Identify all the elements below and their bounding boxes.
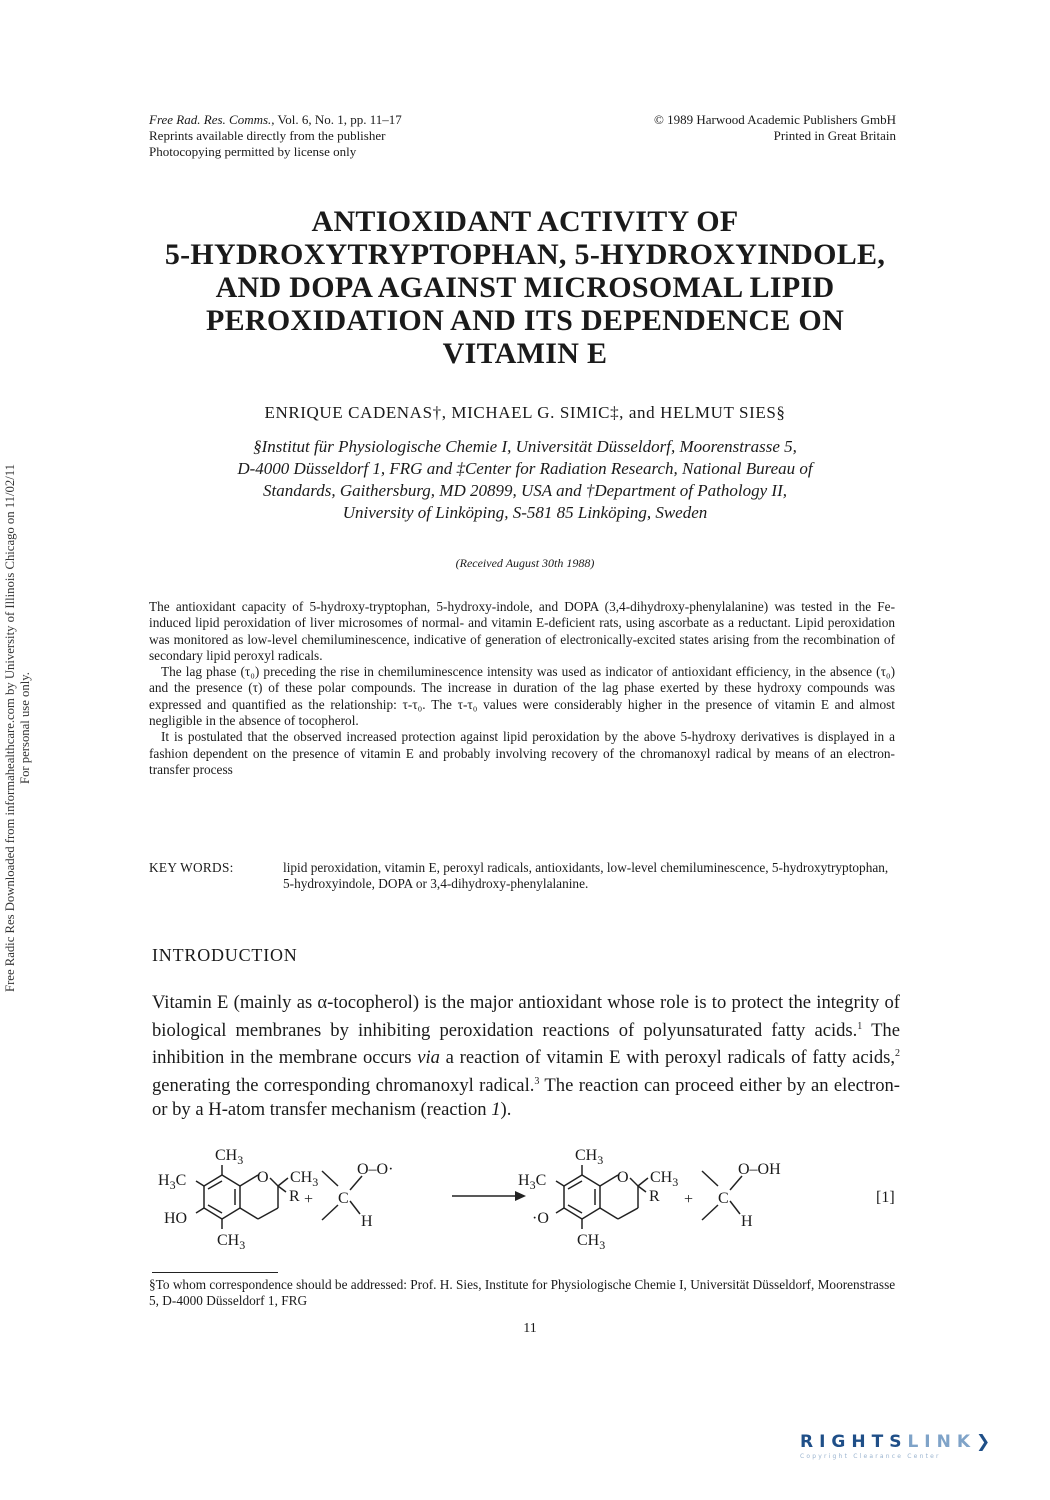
introduction-paragraph: Vitamin E (mainly as α-tocopherol) is the major antioxidant whose role is to protect the integrity of biological membranes by inhibiting peroxidation reactions of polyunsaturated fatty acids.$^1$ The inhibition in the membrane occurs via a reaction of vitamin E with peroxyl radicals of fatty acids,$^2$ generating the corresponding chromanoxyl radical.$^3$ The reaction can proceed either by an electron- or by a H-atom transfer mechanism (reaction 1). [152,992,901,1120]
svg-text:H: H [361,1213,373,1230]
printed-note: Printed in Great Britain [773,128,896,143]
svg-text:O: O [617,1169,629,1186]
title-line: AND DOPA AGAINST MICROSOMAL LIPID [215,271,835,304]
keywords-label: KEY WORDS: [149,860,234,875]
author-list: ENRIQUE CADENAS†, MICHAEL G. SIMIC‡, and HELMUT SIES§ [264,403,786,422]
svg-text:O–O·: O–O· [357,1161,394,1178]
affiliation-line: D-4000 Düsseldorf 1, FRG and ‡Center for Radiation Research, National Bureau of [237,459,813,478]
copyright-notice: © 1989 Harwood Academic Publishers GmbH [653,112,896,127]
title-line: VITAMIN E [442,337,608,370]
abstract [149,599,895,778]
svg-text:R: R [649,1188,660,1205]
rightslink-logo[interactable]: RIGHTSLINK❯ Copyright Clearance Center [800,1432,997,1460]
keywords-text: lipid peroxidation, vitamin E, peroxyl radicals, antioxidants, low-level chemiluminescence, 5-hydroxytryptophan, 5-hydroxyindole, DOPA or 3,4-dihydroxy-phenylalanine. [283,860,889,892]
svg-text:CH3: $CH_3$ [577,1232,606,1252]
affiliations [140,436,910,524]
footnote-rule [152,1272,278,1273]
title-line: ANTIOXIDANT ACTIVITY OF [311,205,739,238]
volume-pages: , Vol. 6, No. 1, pp. 11–17 [271,112,402,127]
publisher-block [600,112,896,144]
journal-citation [149,112,402,128]
svg-text:+: + [684,1191,694,1208]
citation-ref[interactable]: 2 [895,1048,901,1060]
svg-text:HO: HO [164,1210,188,1227]
reprints-note: Reprints available directly from the publisher [149,128,386,143]
svg-text:C: C [338,1190,349,1207]
reaction-number: [1] [876,1189,895,1206]
svg-text:H: H [741,1213,753,1230]
svg-text:CH3: $CH_3$ [215,1147,244,1167]
svg-text:H3C: $H_3C$ [518,1172,547,1192]
reaction-ref: 1 [491,1098,501,1120]
svg-text:C: C [718,1190,729,1207]
affiliation-line: §Institut für Physiologische Chemie I, Universität Düsseldorf, Moorenstrasse 5, [253,437,797,456]
title-line: PEROXIDATION AND ITS DEPENDENCE ON [205,304,845,337]
abstract-paragraph: The lag phase (τ₀) preceding the rise in chemiluminescence intensity was used as indicator of antioxidant efficiency, in the absence (τ₀) and the presence (τ) of these polar compounds. The increase in duration of the lag phase exerted by these hydroxy compounds was expressed and quantified as the relationship: τ-τ₀. The τ-τ₀ values were considerably higher in the presence of vitamin E and almost negligible in the absence of tocopherol. [149,664,895,729]
watermark-line: Free Radic Res Downloaded from informahealthcare.com by University of Illinois Chicago on 11/02/11 [3,464,17,992]
journal-name: Free Rad. Res. Comms. [149,112,272,127]
svg-text:+: + [304,1191,314,1208]
section-heading-introduction: INTRODUCTION [152,945,298,965]
reaction-scheme [140,1138,910,1253]
affiliation-line: Standards, Gaithersburg, MD 20899, USA and †Department of Pathology II, [263,481,787,500]
svg-text:·O: ·O [532,1210,549,1227]
svg-text:R: R [289,1188,300,1205]
svg-text:O–OH: O–OH [738,1161,781,1178]
page-number: 11 [523,1321,537,1336]
svg-text:CH3: $CH_3$ [217,1232,246,1252]
chevron-right-icon: ❯ [976,1432,997,1452]
affiliation-line: University of Linköping, S-581 85 Linköping, Sweden [342,503,708,522]
title-line: 5-HYDROXYTRYPTOPHAN, 5-HYDROXYINDOLE, [164,238,886,271]
citation-ref[interactable]: 3 [534,1075,540,1087]
journal-citation-block [149,112,402,160]
download-watermark [3,423,33,1033]
photocopying-note: Photocopying permitted by license only [149,144,357,159]
svg-text:CH3: $CH_3$ [575,1147,604,1167]
watermark-line: For personal use only. [18,672,32,784]
abstract-paragraph: It is postulated that the observed increased protection against lipid peroxidation by the above 5-hydroxy derivatives is displayed in a fashion dependent on the presence of vitamin E and probably involving recovery of the chromanoxyl radical by means of an electron-transfer process [149,729,895,777]
svg-text:H3C: $H_3C$ [158,1172,187,1192]
footnote: §To whom correspondence should be addressed: Prof. H. Sies, Institute for Physiologische Chemie I, Universität Düsseldorf, Moorenstrasse 5, D-4000 Düsseldorf 1, FRG [149,1277,896,1309]
article-title [120,205,930,370]
svg-text:O: O [257,1169,269,1186]
svg-text:CH3: $CH_3$ [650,1169,679,1189]
citation-ref[interactable]: 1 [857,1020,863,1032]
arrow-head [515,1191,526,1201]
received-date: (Received August 30th 1988) [455,556,595,570]
abstract-paragraph: The antioxidant capacity of 5-hydroxy-tryptophan, 5-hydroxy-indole, and DOPA (3,4-dihydroxy-phenylalanine) was tested in the Fe-induced lipid peroxidation of liver microsomes of normal- and vitamin E-deficient rats, using ascorbate as a reductant. Lipid peroxidation was monitored as low-level chemiluminescence, indicative of generation of electronically-excited states arising from the recombination of secondary lipid peroxyl radicals. [149,599,895,663]
svg-text:CH3: $CH_3$ [290,1169,319,1189]
